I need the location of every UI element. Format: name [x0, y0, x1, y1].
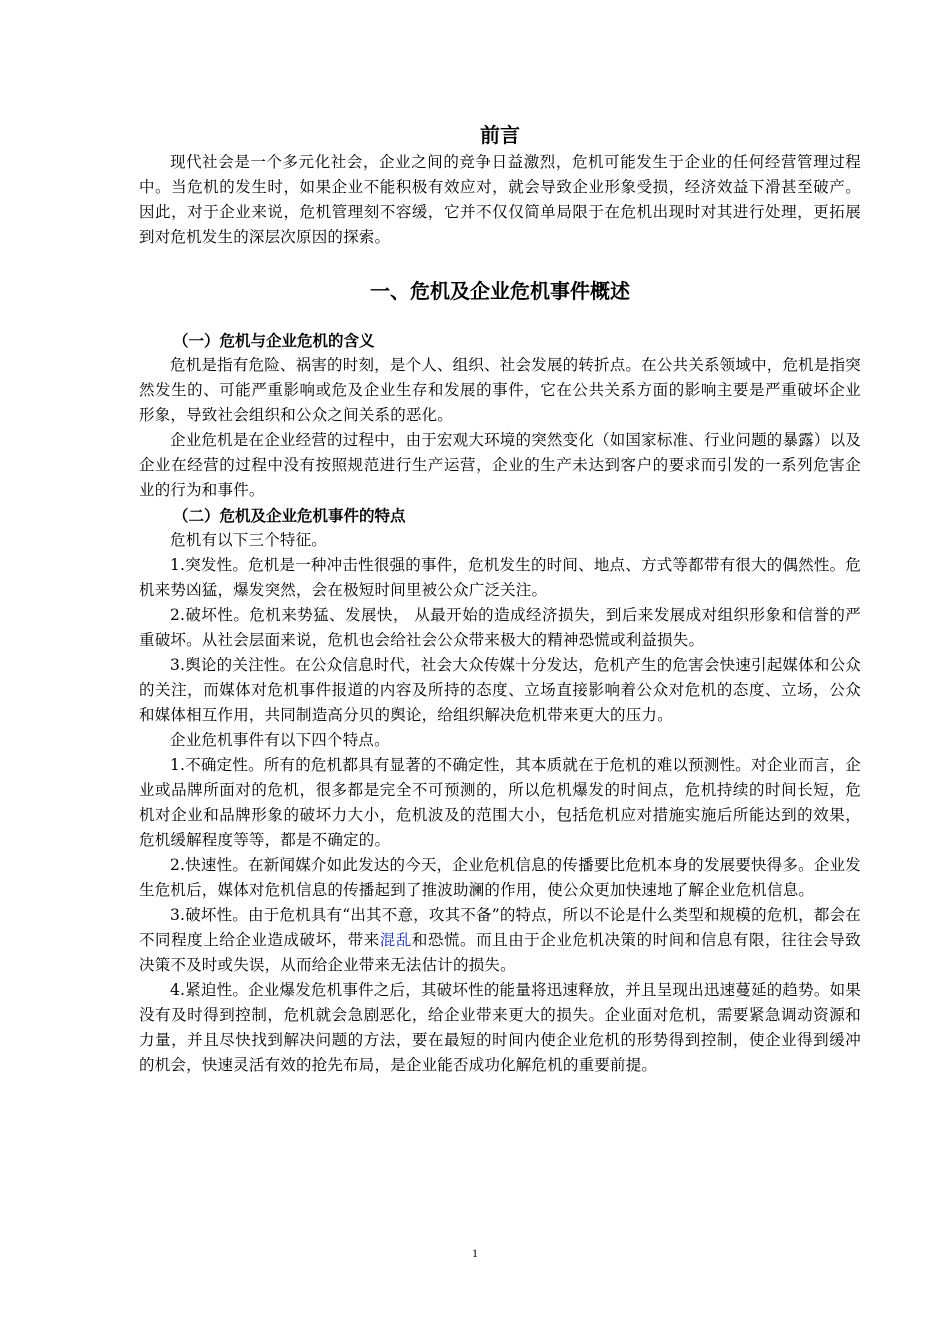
crisis-intro: 危机有以下三个特征。 — [170, 531, 328, 549]
chaos-link[interactable]: 混乱 — [379, 931, 412, 949]
body-paragraph: 危机是指有危险、祸害的时刻，是个人、组织、社会发展的转折点。在公共关系领域中，危机是指突然发生的、可能严重影响或危及企业生存和发展的事件，它在公共关系方面的影响主要是严重破坏企业形象，导致社会组织和公众之间关系的恶化。 — [139, 356, 861, 424]
body-paragraph: 企业危机是在企业经营的过程中，由于宏观大环境的突然变化（如国家标准、行业问题的暴露）以及企业在经营的过程中没有按照规范进行生产运营，企业的生产未达到客户的要求而引发的一系列危害企业的行为和事件。 — [139, 431, 861, 499]
enterprise-feature-item: 1.不确定性。所有的危机都具有显著的不确定性，其本质就在于危机的难以预测性。对企业而言，企业或品牌所面对的危机，很多都是完全不可预测的，所以危机爆发的时间点，危机持续的时间长短，危机对企业和品牌形象的破坏力大小，危机波及的范围大小，包括危机应对措施实施后所能达到的效果，危机缓解程度等等，都是不确定的。 — [139, 756, 861, 849]
preface-title: 前言 — [480, 123, 520, 147]
enterprise-intro: 企业危机事件有以下四个特点。 — [170, 731, 390, 749]
feature3-text-after: 和恐慌。而且由于企业危机决策的时间和信息有限，往往会导致决策不及时或失误，从而给企业带来无法估计的损失。 — [139, 931, 861, 974]
page-number: 1 — [472, 1246, 478, 1260]
crisis-feature-item: 2.破坏性。危机来势猛、发展快， 从最开始的造成经济损失，到后来发展成对组织形象和信誉的严重破坏。从社会层面来说，危机也会给社会公众带来极大的精神恐慌或利益损失。 — [139, 606, 861, 649]
section-heading-1: （一）危机与企业危机的含义 — [173, 331, 375, 350]
crisis-feature-item: 1.突发性。危机是一种冲击性很强的事件，危机发生的时间、地点、方式等都带有很大的偶然性。危机来势凶猛，爆发突然，会在极短时间里被公众广泛关注。 — [139, 556, 861, 599]
crisis-feature-item: 3.舆论的关注性。在公众信息时代，社会大众传媒十分发达，危机产生的危害会快速引起媒体和公众的关注，而媒体对危机事件报道的内容及所持的态度、立场直接影响着公众对危机的态度、立场，公众和媒体相互作用，共同制造高分贝的舆论，给组织解决危机带来更大的压力。 — [139, 656, 861, 724]
enterprise-feature-item: 4.紧迫性。企业爆发危机事件之后，其破坏性的能量将迅速释放，并且呈现出迅速蔓延的趋势。如果没有及时得到控制，危机就会急剧恶化，给企业带来更大的损失。企业面对危机，需要紧急调动资源和力量，并且尽快找到解决问题的方法，要在最短的时间内使企业危机的形势得到控制，使企业得到缓冲的机会，快速灵活有效的抢先布局，是企业能否成功化解危机的重要前提。 — [139, 981, 861, 1074]
enterprise-feature-item — [139, 903, 861, 978]
preface-paragraph: 现代社会是一个多元化社会，企业之间的竞争日益激烈，危机可能发生于企业的任何经营管理过程中。当危机的发生时，如果企业不能积极有效应对，就会导致企业形象受损，经济效益下滑甚至破产。因此，对于企业来说，危机管理刻不容缓，它并不仅仅简单局限于在危机出现时对其进行处理，更拓展到对危机发生的深层次原因的探索。 — [139, 153, 861, 246]
enterprise-feature-item: 2.快速性。在新闻媒介如此发达的今天，企业危机信息的传播要比危机本身的发展要快得多。企业发生危机后，媒体对危机信息的传播起到了推波助澜的作用，使公众更加快速地了解企业危机信息。 — [139, 856, 861, 899]
chapter-title: 一、危机及企业危机事件概述 — [370, 279, 630, 303]
page-content — [139, 120, 861, 1078]
feature3-text-before: 3.破坏性。由于危机具有“出其不意，攻其不备”的特点，所以不论是什么类型和规模的危机，都会在不同程度上给企业造成破坏，带来 — [139, 906, 861, 949]
section-heading-2: （二）危机及企业危机事件的特点 — [173, 506, 406, 525]
